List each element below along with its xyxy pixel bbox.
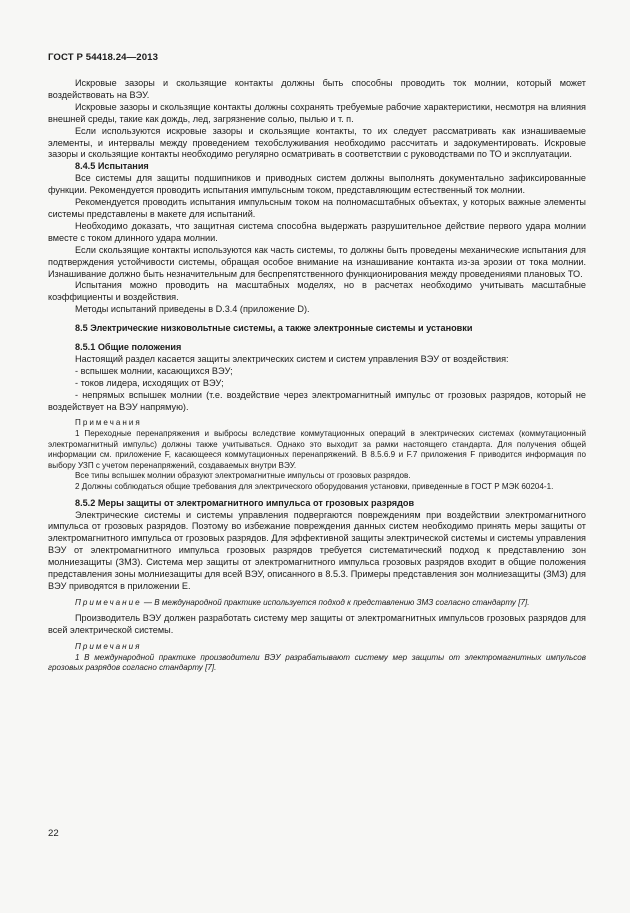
note: 2 Должны соблюдаться общие требования для электрического оборудования установки, приведенные в ГОСТ Р МЭК 60204-1.	[75, 482, 554, 492]
paragraph: Рекомендуется проводить испытания импульсным током на полномасштабных объектах, у которых важные элементы системы представлены в макете для испытаний.	[48, 197, 586, 219]
note: 1 В международной практике производители ВЭУ разрабатывают систему мер защиты от электромагнитных импульсов грозовых разрядов согласно стандарту [7].	[48, 652, 586, 673]
list-item: - непрямых вспышек молнии (т.е. воздействие через электромагнитный импульс от грозовых разрядов, который не воздействует на ВЭУ напрямую).	[48, 389, 586, 412]
note-label: Примечание	[75, 597, 142, 607]
notes-label: Примечания	[75, 642, 142, 652]
note	[48, 598, 586, 609]
section-heading-8-5-1: 8.5.1 Общие положения	[75, 342, 182, 353]
section-heading-8-5: 8.5 Электрические низковольтные системы, а также электронные системы и установки	[75, 323, 473, 334]
note: 1 Переходные перенапряжения и выбросы вследствие коммутационных операций в электрических системах (коммутационный электромагнитный импульс) должны также учитываться. Однако это выходит за рамки настоящего стандарта. Для получения общей информации см. приложение F, касающееся коммутационных перенапряжений. В 8.5.6.9 и F.7 приложения F приводится информация по выбору УЗП с учетом перенапряжений, создаваемых внутри ВЭУ.	[48, 429, 586, 470]
list-item: - токов лидера, исходящих от ВЭУ;	[75, 377, 224, 388]
list-item: - вспышек молнии, касающихся ВЭУ;	[75, 365, 233, 376]
paragraph: Если скользящие контакты используются как часть системы, то должны быть проведены механические испытания для подтверждения устойчивости системы, обращая особое внимание на изнашивание контакта из-за эрозии от тока молнии. Изнашивание должно быть незначительным для беспрепятственного функционирования между проведениями плановых ТО.	[48, 244, 586, 279]
notes-label: Примечания	[75, 418, 142, 428]
paragraph: Электрические системы и системы управления подвергаются повреждениям при воздействии электромагнитного импульса от грозовых разрядов. Поэтому во избежание повреждения данных систем необходимо принять меры защиты от электромагнитного импульса от грозовых разрядов. Для эффективной защиты электрической системы и системы управления ВЭУ от электромагнитного импульса грозовых разрядов требуется систематический подход к представлению зон молниезащиты (ЗМЗ). Система мер защиты от электромагнитного импульса грозовых разрядов входит в общие положения представления зоны молниезащиты для всей ВЭУ, описанного в 8.5.3. Примеры представления зон молниезащиты (ЗМЗ) для ВЭУ приводятся в приложении Е.	[48, 509, 586, 591]
paragraph: Настоящий раздел касается защиты электрических систем и систем управления ВЭУ от воздействия:	[75, 353, 509, 364]
page-number: 22	[48, 828, 59, 839]
paragraph: Все системы для защиты подшипников и приводных систем должны выполнять документально зафиксированные функции. Рекомендуется проводить испытания импульсным током, представляющим естественный ток молнии.	[48, 173, 586, 196]
paragraph: Если используются искровые зазоры и скользящие контакты, то их следует рассматривать как изнашиваемые элементы, и интервалы между проведением техобслуживания необходимо рассчитать и задокументировать. Искровые зазоры и скользящие контакты необходимо регулярно осматривать в соответствии с руководствами по ТО и эксплуатации.	[48, 125, 586, 160]
paragraph: Искровые зазоры и скользящие контакты должны быть способны проводить ток молнии, который может воздействовать на ВЭУ.	[48, 78, 586, 100]
paragraph: Необходимо доказать, что защитная система способна выдержать разрушительное действие первого удара молнии вместе с током длинного удара молнии.	[48, 220, 586, 243]
section-heading-8-4-5: 8.4.5 Испытания	[75, 161, 149, 172]
document-header: ГОСТ Р 54418.24—2013	[48, 52, 159, 63]
section-heading-8-5-2: 8.5.2 Меры защиты от электромагнитного импульса от грозовых разрядов	[75, 497, 415, 508]
document-body	[48, 78, 586, 674]
paragraph: Методы испытаний приведены в D.3.4 (приложение D).	[75, 304, 310, 315]
paragraph: Искровые зазоры и скользящие контакты должны сохранять требуемые рабочие характеристики, несмотря на влияния внешней среды, такие как дождь, лед, загрязнение солью, пылью и т. п.	[48, 101, 586, 124]
note-text: — В международной практике используется подход к представлению ЗМЗ согласно стандарту [7].	[143, 597, 530, 607]
paragraph: Испытания можно проводить на масштабных моделях, но в расчетах необходимо учитывать масштабные коэффициенты и воздействия.	[48, 280, 586, 303]
paragraph: Производитель ВЭУ должен разработать систему мер защиты от электромагнитных импульсов грозовых разрядов для всей электрической системы.	[48, 613, 586, 636]
note: Все типы вспышек молнии образуют электромагнитные импульсы от грозовых разрядов.	[75, 471, 411, 481]
